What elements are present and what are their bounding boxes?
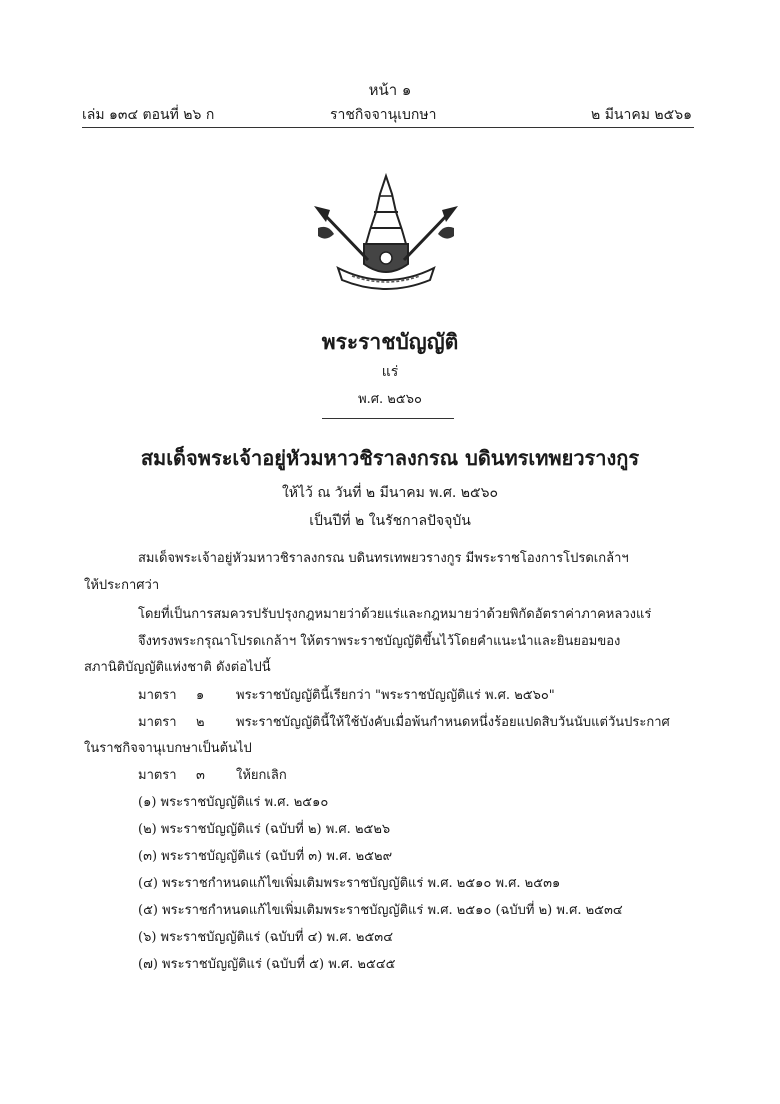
section-label: มาตรา — [138, 688, 177, 703]
repealed-item: (๖) พระราชบัญญัติแร่ (ฉบับที่ ๔) พ.ศ. ๒๕๓๔ — [138, 930, 394, 945]
repealed-item: (๔) พระราชกำหนดแก้ไขเพิ่มเติมพระราชบัญญัติแร่ พ.ศ. ๒๕๑๐ พ.ศ. ๒๕๓๑ — [138, 876, 561, 891]
preamble-line: สมเด็จพระเจ้าอยู่หัวมหาวชิราลงกรณ บดินทรเทพยวรางกูร มีพระราชโองการโปรดเกล้าฯ — [138, 551, 629, 566]
royal-name: สมเด็จพระเจ้าอยู่หัวมหาวชิราลงกรณ บดินทรเทพยวรางกูร — [140, 446, 640, 470]
section-text: พระราชบัญญัตินี้ให้ใช้บังคับเมื่อพ้นกำหนดหนึ่งร้อยแปดสิบวันนับแต่วันประกาศ — [236, 715, 670, 730]
header-divider — [82, 127, 694, 128]
section-label: มาตรา — [138, 715, 177, 730]
volume-issue: เล่ม ๑๓๔ ตอนที่ ๒๖ ก — [82, 107, 215, 123]
page-number: หน้า ๑ — [368, 81, 412, 99]
section-text-continued: ในราชกิจจานุเบกษาเป็นต้นไป — [84, 741, 252, 756]
reign-year: เป็นปีที่ ๒ ในรัชกาลปัจจุบัน — [309, 513, 471, 529]
repealed-item: (๕) พระราชกำหนดแก้ไขเพิ่มเติมพระราชบัญญัติแร่ พ.ศ. ๒๕๑๐ (ฉบับที่ ๒) พ.ศ. ๒๕๓๔ — [138, 903, 623, 918]
preamble-line: จึงทรงพระกรุณาโปรดเกล้าฯ ให้ตราพระราชบัญญัติขึ้นไว้โดยคำแนะนำและยินยอมของ — [138, 634, 621, 649]
section-label: มาตรา — [138, 768, 177, 783]
repealed-item: (๗) พระราชบัญญัติแร่ (ฉบับที่ ๕) พ.ศ. ๒๕๔๕ — [138, 957, 396, 972]
act-title: พระราชบัญญัติ — [321, 329, 459, 354]
section-number: ๒ — [196, 715, 205, 730]
preamble-line: โดยที่เป็นการสมควรปรับปรุงกฎหมายว่าด้วยแร่และกฎหมายว่าด้วยพิกัดอัตราค่าภาคหลวงแร่ — [138, 607, 652, 622]
royal-garuda-emblem-icon — [308, 172, 464, 292]
section-number: ๑ — [196, 688, 205, 703]
section-text: ให้ยกเลิก — [236, 768, 287, 783]
section-number: ๓ — [196, 768, 205, 783]
section-text: พระราชบัญญัตินี้เรียกว่า "พระราชบัญญัติแร่ พ.ศ. ๒๕๖๐" — [236, 688, 555, 703]
given-date: ให้ไว้ ณ วันที่ ๒ มีนาคม พ.ศ. ๒๕๖๐ — [281, 485, 499, 501]
title-divider — [322, 418, 454, 419]
gazette-name: ราชกิจจานุเบกษา — [330, 107, 437, 123]
repealed-item: (๑) พระราชบัญญัติแร่ พ.ศ. ๒๕๑๐ — [138, 795, 329, 810]
act-subject: แร่ — [381, 364, 399, 380]
preamble-line: ให้ประกาศว่า — [84, 578, 160, 593]
act-year: พ.ศ. ๒๕๖๐ — [358, 392, 422, 407]
gazette-date: ๒ มีนาคม ๒๕๖๑ — [591, 107, 692, 123]
repealed-item: (๓) พระราชบัญญัติแร่ (ฉบับที่ ๓) พ.ศ. ๒๕๒๙ — [138, 849, 393, 864]
preamble-line: สภานิติบัญญัติแห่งชาติ ดังต่อไปนี้ — [84, 660, 271, 675]
repealed-item: (๒) พระราชบัญญัติแร่ (ฉบับที่ ๒) พ.ศ. ๒๕๒๖ — [138, 822, 391, 837]
